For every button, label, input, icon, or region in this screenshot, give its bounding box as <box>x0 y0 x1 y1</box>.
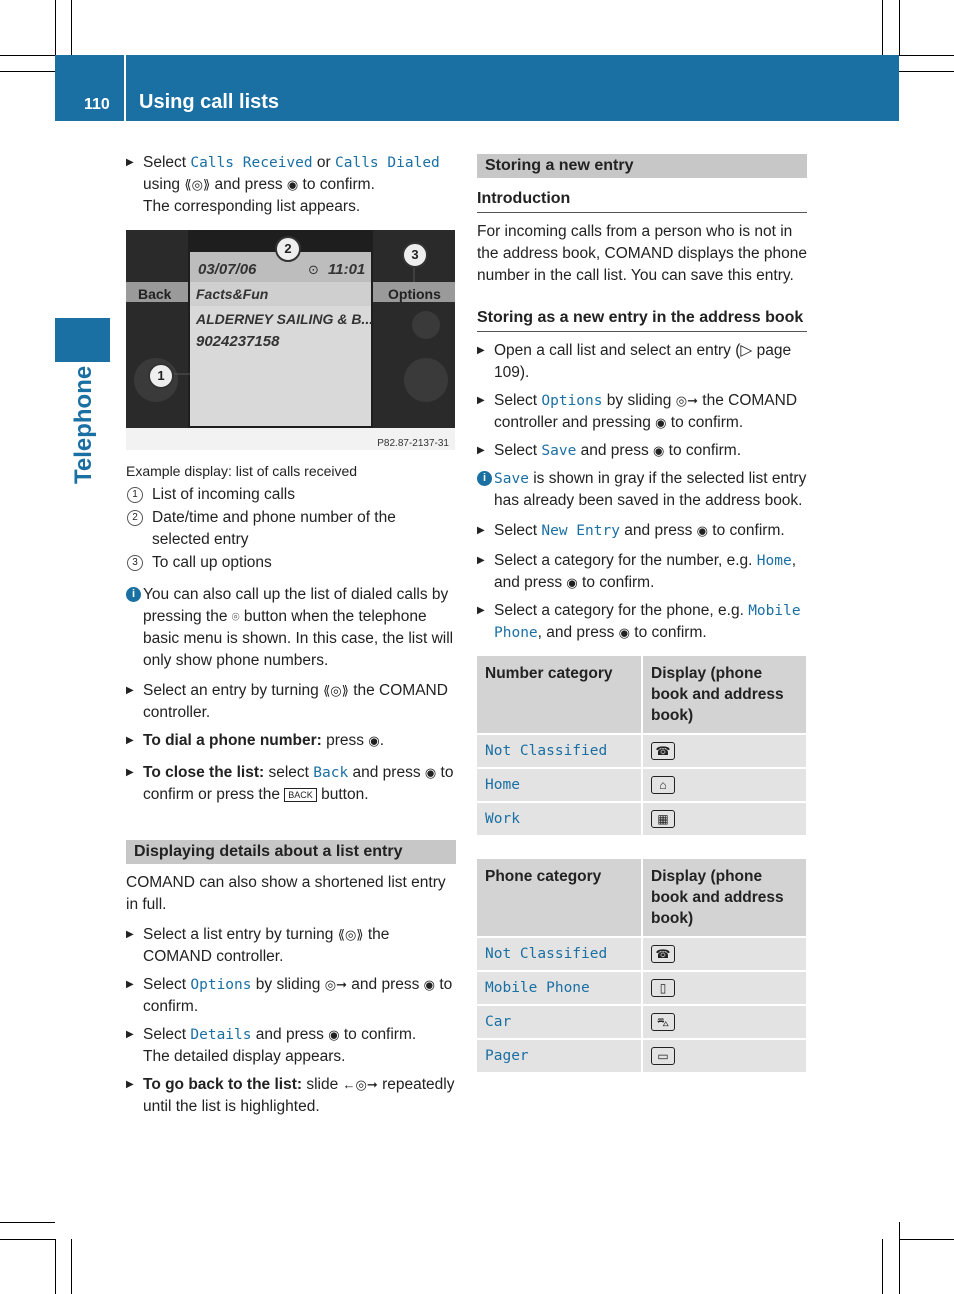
press-controller-icon: ◉ <box>286 177 299 192</box>
subheading-storing-address-book: Storing as a new entry in the address book <box>477 307 807 332</box>
crop-mark <box>71 1239 72 1294</box>
callout-1: 1 <box>148 363 174 389</box>
side-chapter-label: Telephone <box>70 365 97 484</box>
page-title: Using call lists <box>139 91 280 113</box>
phone-category-table <box>477 859 806 1074</box>
figure-options-button: Options <box>388 286 441 302</box>
step-close-list: ▶ To close the list: select Back and press ◉ to confirm or press the BACK button. <box>126 762 456 806</box>
slide-right-icon: ◎➞ <box>324 977 347 992</box>
table-row: Not Classified ☎ <box>477 734 806 768</box>
house-icon: ⌂ <box>651 776 675 794</box>
press-controller-icon: ◉ <box>696 523 708 538</box>
crop-mark <box>882 0 883 55</box>
step-dial: ▶ To dial a phone number: press ◉. <box>126 730 456 752</box>
menu-details: Details <box>190 1027 252 1043</box>
crop-mark <box>899 0 900 55</box>
crop-mark <box>899 71 954 72</box>
car-icon: ⛍ <box>651 1013 675 1031</box>
page-reference-icon: ▷ <box>740 342 753 359</box>
info-note: i Save is shown in gray if the selected list entry has already been saved in the address book. <box>477 468 807 512</box>
menu-mobile-phone: Mobile Phone <box>494 603 801 641</box>
step-select-options: ▶ Select Options by sliding ◎➞ and press ◉ to confirm. <box>126 974 456 1018</box>
press-controller-icon: ◉ <box>423 977 436 992</box>
crop-mark <box>71 0 72 55</box>
turn-controller-icon: ⟪◎⟫ <box>323 683 349 698</box>
figure-code: P82.87-2137-31 <box>377 438 449 449</box>
subheading-introduction: Introduction <box>477 188 807 213</box>
table-row: Not Classified ☎ <box>477 937 806 971</box>
list-item: 3 To call up options <box>126 552 456 574</box>
page-number: 110 <box>84 96 110 113</box>
step-select-save: ▶ Select Save and press ◉ to confirm. <box>477 440 807 462</box>
menu-calls-received: Calls Received <box>190 155 313 171</box>
press-controller-icon: ◉ <box>368 733 380 748</box>
menu-home: Home <box>756 553 792 569</box>
turn-controller-icon: ⟪◎⟫ <box>184 177 211 192</box>
figure-back-button: Back <box>138 286 172 302</box>
press-controller-icon: ◉ <box>653 443 665 458</box>
table-row: Pager ▭ <box>477 1039 806 1073</box>
crop-mark <box>882 1239 883 1294</box>
side-tab <box>55 318 110 362</box>
crop-mark <box>55 1239 56 1294</box>
list-item: 2 Date/time and phone number of the selected entry <box>126 507 456 551</box>
press-controller-icon: ◉ <box>618 625 630 640</box>
handset-icon: ☎ <box>651 742 675 760</box>
crop-mark <box>899 55 954 56</box>
menu-options: Options <box>541 393 603 409</box>
menu-calls-dialed: Calls Dialed <box>335 155 440 171</box>
list-item: 1 List of incoming calls <box>126 484 456 506</box>
info-note: i You can also call up the list of dialed calls by pressing the ⌾ button when the telephone basic menu is shown. In this case, the list will only show phone numbers. <box>126 584 456 672</box>
menu-back: Back <box>313 765 349 781</box>
column-header: Display (phone book and address book) <box>642 859 806 937</box>
figure-entry-line1: Facts&Fun <box>196 286 269 302</box>
building-icon: ▦ <box>651 810 675 828</box>
table-row: Car ⛍ <box>477 1005 806 1039</box>
column-header: Display (phone book and address book) <box>642 656 806 734</box>
press-controller-icon: ◉ <box>566 575 578 590</box>
handset-icon: ☎ <box>651 945 675 963</box>
right-column <box>477 154 807 1074</box>
step-go-back: ▶ To go back to the list: slide ←◎➞ repeatedly until the list is highlighted. <box>126 1074 456 1118</box>
table-row: Work ▦ <box>477 802 806 836</box>
figure-clock-icon: ⊙ <box>308 262 319 277</box>
pager-icon: ▭ <box>651 1047 675 1065</box>
crop-mark <box>899 1222 900 1294</box>
section-heading-storing: Storing a new entry <box>477 154 807 178</box>
back-key-icon: BACK <box>284 788 317 802</box>
figure-entry-line2: ALDERNEY SAILING & B... <box>196 311 374 327</box>
step-select-options: ▶ Select Options by sliding ◎➞ the COMAND controller and pressing ◉ to confirm. <box>477 390 807 434</box>
figure-caption: Example display: list of calls received <box>126 463 358 479</box>
menu-options: Options <box>190 977 252 993</box>
paragraph: For incoming calls from a person who is not in the address book, COMAND displays the phone number in the call list. You can save this entry. <box>477 223 807 284</box>
crop-mark <box>0 1222 55 1223</box>
press-controller-icon: ◉ <box>655 415 667 430</box>
table-row: Mobile Phone ▯ <box>477 971 806 1005</box>
step-select-number-category: ▶ Select a category for the number, e.g. Home, and press ◉ to confirm. <box>477 550 807 594</box>
callout-3: 3 <box>402 242 428 268</box>
step-select-call-list: ▶ Select Calls Received or Calls Dialed using ⟪◎⟫ and press ◉ to confirm. The corresponding list appears. <box>126 152 456 218</box>
menu-save: Save <box>494 471 529 487</box>
turn-controller-icon: ⟪◎⟫ <box>337 927 364 942</box>
table-header-row <box>477 859 806 937</box>
crop-mark <box>899 1239 954 1240</box>
example-display-figure <box>126 230 455 450</box>
figure-entry-line3: 9024237158 <box>196 333 280 350</box>
crop-mark <box>0 1239 55 1240</box>
callout-2: 2 <box>275 236 301 262</box>
step-select-list-entry: ▶ Select a list entry by turning ⟪◎⟫ the COMAND controller. <box>126 924 456 968</box>
slide-left-right-icon: ←◎➞ <box>342 1077 378 1092</box>
figure-date: 03/07/06 <box>198 261 257 278</box>
crop-mark <box>0 71 55 72</box>
step-select-details: ▶ Select Details and press ◉ to confirm. The detailed display appears. <box>126 1024 456 1068</box>
crop-mark <box>55 0 56 55</box>
slide-right-icon: ◎➞ <box>675 393 698 408</box>
figure-time: 11:01 <box>328 261 366 278</box>
left-column <box>126 152 456 1124</box>
paragraph: COMAND can also show a shortened list entry in full. <box>126 874 446 913</box>
column-header: Phone category <box>477 859 642 937</box>
info-icon: i <box>477 471 492 486</box>
mobile-icon: ▯ <box>651 979 675 997</box>
crop-mark <box>0 55 55 56</box>
step-select-phone-category: ▶ Select a category for the phone, e.g. Mobile Phone, and press ◉ to confirm. <box>477 600 807 644</box>
number-category-table <box>477 656 806 837</box>
section-heading-details: Displaying details about a list entry <box>126 840 456 864</box>
step-select-entry: ▶ Select an entry by turning ⟪◎⟫ the COMAND controller. <box>126 680 456 724</box>
column-header: Number category <box>477 656 642 734</box>
menu-new-entry: New Entry <box>541 523 620 539</box>
table-row: Home ⌂ <box>477 768 806 802</box>
table-header-row <box>477 656 806 734</box>
press-controller-icon: ◉ <box>424 765 437 780</box>
header-divider <box>124 55 126 121</box>
press-controller-icon: ◉ <box>328 1027 340 1042</box>
step-open-call-list: ▶ Open a call list and select an entry (▷ page 109). <box>477 340 807 384</box>
phone-key-icon: ⌾ <box>231 609 240 624</box>
menu-save: Save <box>541 443 577 459</box>
step-select-new-entry: ▶ Select New Entry and press ◉ to confirm. <box>477 520 807 542</box>
info-icon: i <box>126 587 141 602</box>
